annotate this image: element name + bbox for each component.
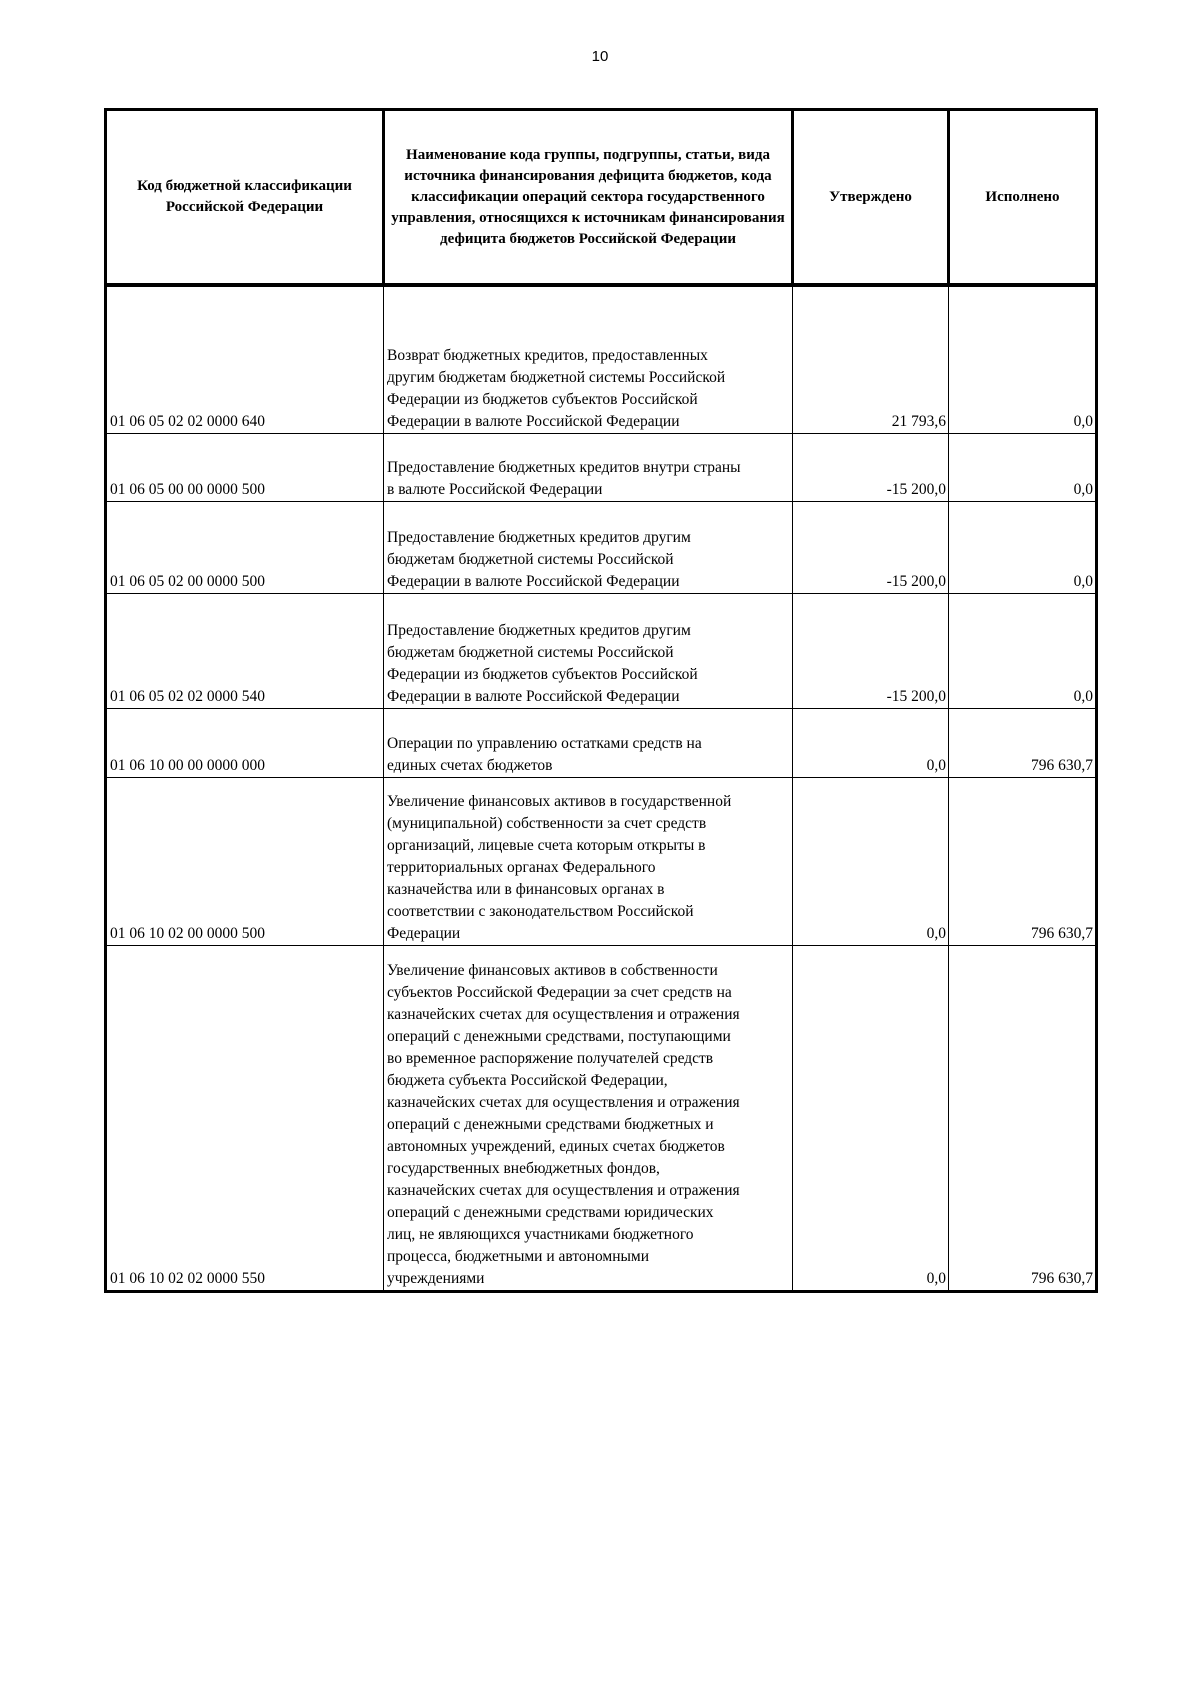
row-name (384, 285, 793, 433)
table-row (106, 285, 1097, 433)
row-approved: -15 200,0 (793, 593, 949, 708)
row-name-text: Операции по управлению остатками средств на единых счетах бюджетов (387, 734, 702, 774)
row-code: 01 06 05 02 00 0000 500 (106, 501, 384, 593)
table-row (106, 777, 1097, 945)
table-row (106, 501, 1097, 593)
page-number: 10 (591, 48, 609, 65)
row-executed: 0,0 (949, 285, 1097, 433)
table-row (106, 433, 1097, 501)
header-executed: Исполнено (949, 110, 1097, 286)
row-approved: -15 200,0 (793, 433, 949, 501)
row-name-text: Возврат бюджетных кредитов, предоставленных другим бюджетам бюджетной системы Российской Федерации из бюджетов субъектов Российской Федерации в валюте Российской Федерации (387, 346, 726, 430)
row-approved: 0,0 (793, 708, 949, 777)
row-name (384, 593, 793, 708)
row-executed: 796 630,7 (949, 945, 1097, 1291)
row-name-text: Предоставление бюджетных кредитов внутри страны в валюте Российской Федерации (387, 458, 741, 498)
row-name (384, 501, 793, 593)
row-executed: 0,0 (949, 501, 1097, 593)
header-name: Наименование кода группы, подгруппы, статьи, вида источника финансирования дефицита бюджетов, кода классификации операций сектора государственного управления, относящихся к источникам финансирования дефицита бюджетов Российской Федерации (384, 110, 793, 286)
budget-sources-table (104, 108, 1098, 1293)
row-name-text: Увеличение финансовых активов в государственной (муниципальной) собственности за счет средств организаций, лицевые счета которым открыты в территориальных органах Федерального казначейства или в финансовых органах в соответствии с законодательством Российской Федерации (387, 792, 732, 942)
row-approved: 0,0 (793, 777, 949, 945)
table-row (106, 593, 1097, 708)
row-code: 01 06 10 02 02 0000 550 (106, 945, 384, 1291)
row-executed: 0,0 (949, 593, 1097, 708)
row-code: 01 06 05 02 02 0000 540 (106, 593, 384, 708)
row-executed: 796 630,7 (949, 708, 1097, 777)
row-approved: 0,0 (793, 945, 949, 1291)
row-approved: -15 200,0 (793, 501, 949, 593)
table-header-row (106, 110, 1097, 286)
row-name-text: Предоставление бюджетных кредитов другим бюджетам бюджетной системы Российской Федерации в валюте Российской Федерации (387, 528, 691, 590)
row-name-text: Увеличение финансовых активов в собственности субъектов Российской Федерации за счет средств на казначейских счетах для осуществления и отражения операций с денежными средствами, поступающими во временное распоряжение получателей средств бюджета субъекта Российской Федерации, казначейских счетах для осуществления и отражения операций с денежными средствами бюджетных и автономных учреждений, единых счетах бюджетов государственных внебюджетных фондов, казначейских счетах для осуществления и отражения операций с денежными средствами юридических лиц, не являющихся участниками бюджетного процесса, бюджетными и автономными учреждениями (387, 961, 740, 1287)
row-code: 01 06 10 00 00 0000 000 (106, 708, 384, 777)
row-executed: 0,0 (949, 433, 1097, 501)
header-code: Код бюджетной классификации Российской Федерации (106, 110, 384, 286)
table-row (106, 708, 1097, 777)
row-name-text: Предоставление бюджетных кредитов другим бюджетам бюджетной системы Российской Федерации из бюджетов субъектов Российской Федерации в валюте Российской Федерации (387, 621, 698, 705)
row-code: 01 06 05 00 00 0000 500 (106, 433, 384, 501)
row-name (384, 945, 793, 1291)
row-code: 01 06 05 02 02 0000 640 (106, 285, 384, 433)
row-executed: 796 630,7 (949, 777, 1097, 945)
row-approved: 21 793,6 (793, 285, 949, 433)
row-name (384, 777, 793, 945)
row-name (384, 708, 793, 777)
row-name (384, 433, 793, 501)
row-code: 01 06 10 02 00 0000 500 (106, 777, 384, 945)
table-row (106, 945, 1097, 1291)
header-approved: Утверждено (793, 110, 949, 286)
